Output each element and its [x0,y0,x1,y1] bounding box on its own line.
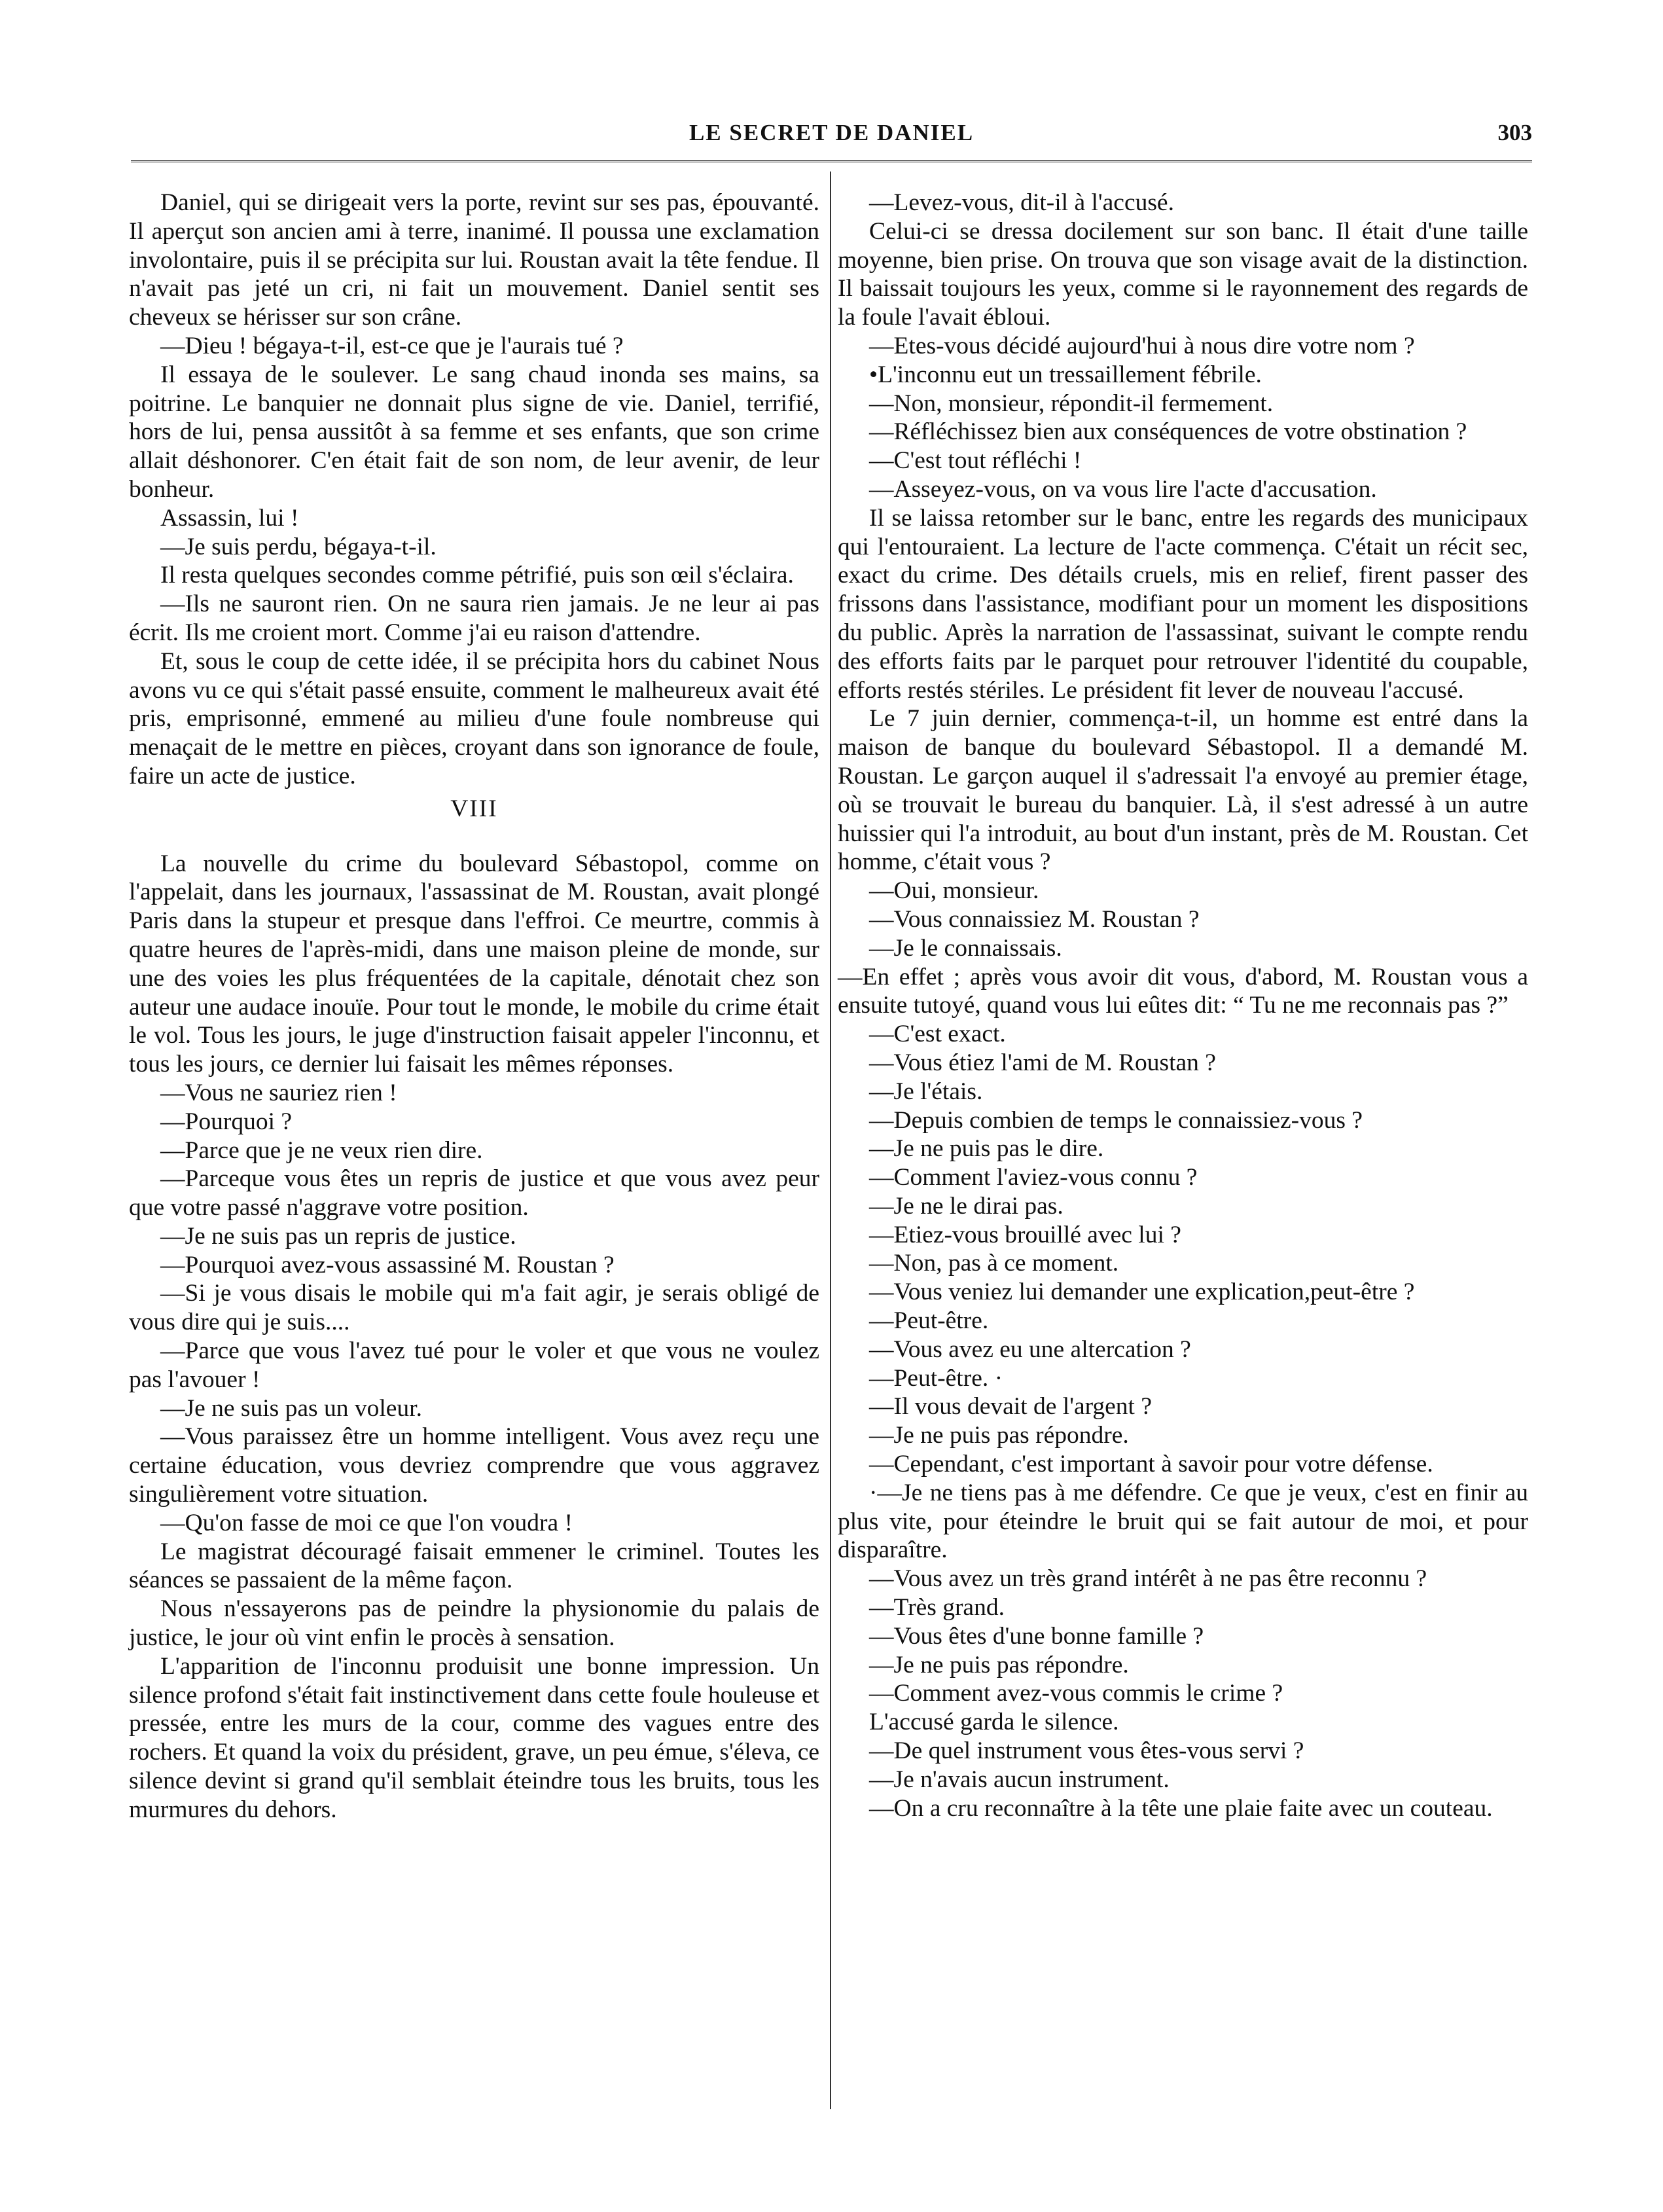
paragraph: —Qu'on fasse de moi ce que l'on voudra ! [160,1509,573,1536]
paragraph: —Il vous devait de l'argent ? [869,1393,1152,1421]
paragraph: —Cependant, c'est important à savoir pour votre défense. [869,1451,1433,1478]
paragraph: —Vous ne sauriez rien ! [160,1079,397,1106]
paragraph: ·—Je ne tiens pas à me défendre. Ce que je veux, c'est en finir au plus vite, pour éteindre le bruit qui se fait autour de moi, et pour disparaître. [838,1479,1528,1564]
paragraph: —Depuis combien de temps le connaissiez-vous ? [869,1106,1363,1134]
paragraph: —Asseyez-vous, on va vous lire l'acte d'accusation. [869,475,1377,503]
paragraph: Il essaya de le soulever. Le sang chaud inonda ses mains, sa poitrine. Le banquier ne donnait plus signe de vie. Daniel, terrifié, hors de lui, pensa aussitôt à sa femme et ses enfants, que son crime allait déshonorer. C'en était fait de son nom, de leur avenir, de leur bonheur. [129,361,819,503]
paragraph: Il se laissa retomber sur le banc, entre les regards des municipaux qui l'entouraient. La lecture de l'acte commença. C'était un récit sec, exact du crime. Des détails cruels, mis en relief, firent passer des frissons dans l'assistance, modifiant pour un moment les dispositions du public. Après la narration de l'assassinat, suivant le compte rendu des efforts faits par le parquet pour retrouver l'identité du coupable, efforts restés stériles. Le président fit lever de nouveau l'accusé. [838,504,1528,704]
paragraph: —Je ne puis pas le dire. [869,1135,1104,1163]
right-column [838,189,1528,1822]
paragraph: —Levez-vous, dit-il à l'accusé. [869,189,1174,216]
paragraph: Assassin, lui ! [160,504,299,532]
paragraph: —Vous connaissiez M. Roustan ? [869,905,1200,933]
column-divider [830,172,831,2109]
section-heading: VIII [450,795,498,822]
paragraph: —Oui, monsieur. [869,877,1039,905]
paragraph: Daniel, qui se dirigeait vers la porte, revint sur ses pas, épouvanté. Il aperçut son ancien ami à terre, inanimé. Il poussa une exclamation involontaire, puis il se précipita sur lui. Roustan avait la tête fendue. Il n'avait pas jeté un cri, ni fait un mouvement. Daniel sentit ses cheveux se hérisser sur son crâne. [129,189,819,331]
paragraph: •L'inconnu eut un tressaillement fébrile. [869,361,1262,388]
paragraph: —Très grand. [869,1594,1005,1622]
paragraph: L'accusé garda le silence. [869,1709,1119,1736]
paragraph: —Vous paraissez être un homme intelligent. Vous avez reçu une certaine éducation, vous devriez comprendre que vous aggravez singulièrement votre situation. [129,1423,819,1508]
paragraph: —Réfléchissez bien aux conséquences de votre obstination ? [869,418,1467,446]
paragraph: —Parce que vous l'avez tué pour le voler et que vous ne voulez pas l'avouer ! [129,1337,819,1393]
paragraph: —En effet ; après vous avoir dit vous, d'abord, M. Roustan vous a ensuite tutoyé, quand vous lui eûtes dit: “ Tu ne me reconnais pas ?” [838,963,1528,1019]
paragraph: —Vous avez un très grand intérêt à ne pas être reconnu ? [869,1565,1427,1593]
paragraph: —De quel instrument vous êtes-vous servi ? [869,1737,1304,1765]
paragraph: —Je n'avais aucun instrument. [869,1766,1170,1793]
paragraph: L'apparition de l'inconnu produisit une bonne impression. Un silence profond s'était fait instinctivement dans cette foule houleuse et pressée, entre les murs de la cour, comme des vagues entre des rochers. Et quand la voix du président, grave, un peu émue, s'éleva, ce silence devint si grand qu'il semblait éteindre tous les bruits, tous les murmures du dehors. [129,1652,819,1823]
paragraph: Il resta quelques secondes comme pétrifié, puis son œil s'éclaira. [160,562,794,589]
running-head [131,120,1532,159]
page-number: 303 [1497,120,1532,145]
paragraph: —Ils ne sauront rien. On ne saura rien jamais. Je ne leur ai pas écrit. Ils me croient mort. Comme j'ai eu raison d'attendre. [129,590,819,646]
paragraph: —Non, pas à ce moment. [869,1250,1119,1277]
paragraph: —Je ne puis pas répondre. [869,1422,1129,1449]
paragraph: Et, sous le coup de cette idée, il se précipita hors du cabinet Nous avons vu ce qui s'était passé ensuite, comment le malheureux avait été pris, emprisonné, emmené au milieu d'une foule nombreuse qui menaçait de le mettre en pièces, croyant dans son ignorance de foule, faire un acte de justice. [129,647,819,789]
paragraph: —Si je vous disais le mobile qui m'a fait agir, je serais obligé de vous dire qui je suis.... [129,1280,819,1336]
paragraph: —Comment l'aviez-vous connu ? [869,1164,1198,1191]
paragraph: —Parce que je ne veux rien dire. [160,1136,483,1164]
paragraph: —C'est exact. [869,1021,1006,1048]
paragraph: —Je ne suis pas un repris de justice. [160,1222,516,1250]
left-column [129,189,819,1824]
paragraph: —Vous avez eu une altercation ? [869,1335,1191,1363]
paragraph: —Etes-vous décidé aujourd'hui à nous dire votre nom ? [869,332,1415,359]
paragraph: —Non, monsieur, répondit-il fermement. [869,390,1274,417]
paragraph: —Vous êtes d'une bonne famille ? [869,1622,1204,1650]
paragraph: —Dieu ! bégaya-t-il, est-ce que je l'aurais tué ? [160,332,624,359]
paragraph: Le 7 juin dernier, commença-t-il, un homme est entré dans la maison de banque du boulevard Sébastopol. Il a demandé M. Roustan. Le garçon auquel il s'adressait l'a envoyé au premier étage, où se trouvait le bureau du banquier. Là, il s'est adressé à un autre huissier qui l'a introduit, au bout d'un instant, près de M. Roustan. Cet homme, c'était vous ? [838,705,1528,876]
paragraph: La nouvelle du crime du boulevard Sébastopol, comme on l'appelait, dans les journaux, l'assassinat de M. Roustan, avait plongé Paris dans la stupeur et presque dans l'effroi. Ce meurtre, commis à quatre heures de l'après-midi, dans une maison pleine de monde, sur une des voies les plus fréquentées de la capitale, dénotait chez son auteur une audace inouïe. Pour tout le monde, le mobile du crime était le vol. Tous les jours, le juge d'instruction faisait appeler l'inconnu, et tous les jours, ce dernier lui faisait les mêmes réponses. [129,850,819,1078]
paragraph: —Je ne puis pas répondre. [869,1651,1129,1678]
paragraph: —C'est tout réfléchi ! [869,447,1082,475]
running-title: LE SECRET DE DANIEL [688,120,975,145]
paragraph: —Comment avez-vous commis le crime ? [869,1680,1283,1707]
paragraph: —Etiez-vous brouillé avec lui ? [869,1221,1181,1248]
paragraph: —Peut-être. [869,1307,989,1335]
paragraph: —Vous veniez lui demander une explication,peut-être ? [869,1278,1415,1306]
paragraph: Le magistrat découragé faisait emmener le criminel. Toutes les séances se passaient de la même façon. [129,1538,819,1594]
paragraph: —On a cru reconnaître à la tête une plaie faite avec un couteau. [869,1794,1493,1822]
header-rule [131,160,1532,169]
paragraph: —Je le connaissais. [869,934,1062,962]
paragraph: Celui-ci se dressa docilement sur son banc. Il était d'une taille moyenne, bien prise. On trouva que son visage avait de la distinction. Il baissait toujours les yeux, comme si le rayonnement des regards de la foule l'avait ébloui. [838,217,1528,331]
paragraph: Nous n'essayerons pas de peindre la physionomie du palais de justice, le jour où vint enfin le procès à sensation. [129,1595,819,1652]
paragraph: —Pourquoi ? [160,1108,293,1135]
paragraph: —Pourquoi avez-vous assassiné M. Roustan ? [160,1251,615,1278]
paragraph: —Parceque vous êtes un repris de justice et que vous avez peur que votre passé n'aggrave votre position. [129,1165,819,1222]
paragraph: —Je l'étais. [869,1078,983,1105]
paragraph: —Je ne suis pas un voleur. [160,1394,422,1422]
paragraph: —Peut-être. · [869,1364,1003,1392]
paragraph: —Vous étiez l'ami de M. Roustan ? [869,1049,1216,1076]
paragraph: —Je suis perdu, bégaya-t-il. [160,533,437,560]
paragraph: —Je ne le dirai pas. [869,1192,1064,1220]
